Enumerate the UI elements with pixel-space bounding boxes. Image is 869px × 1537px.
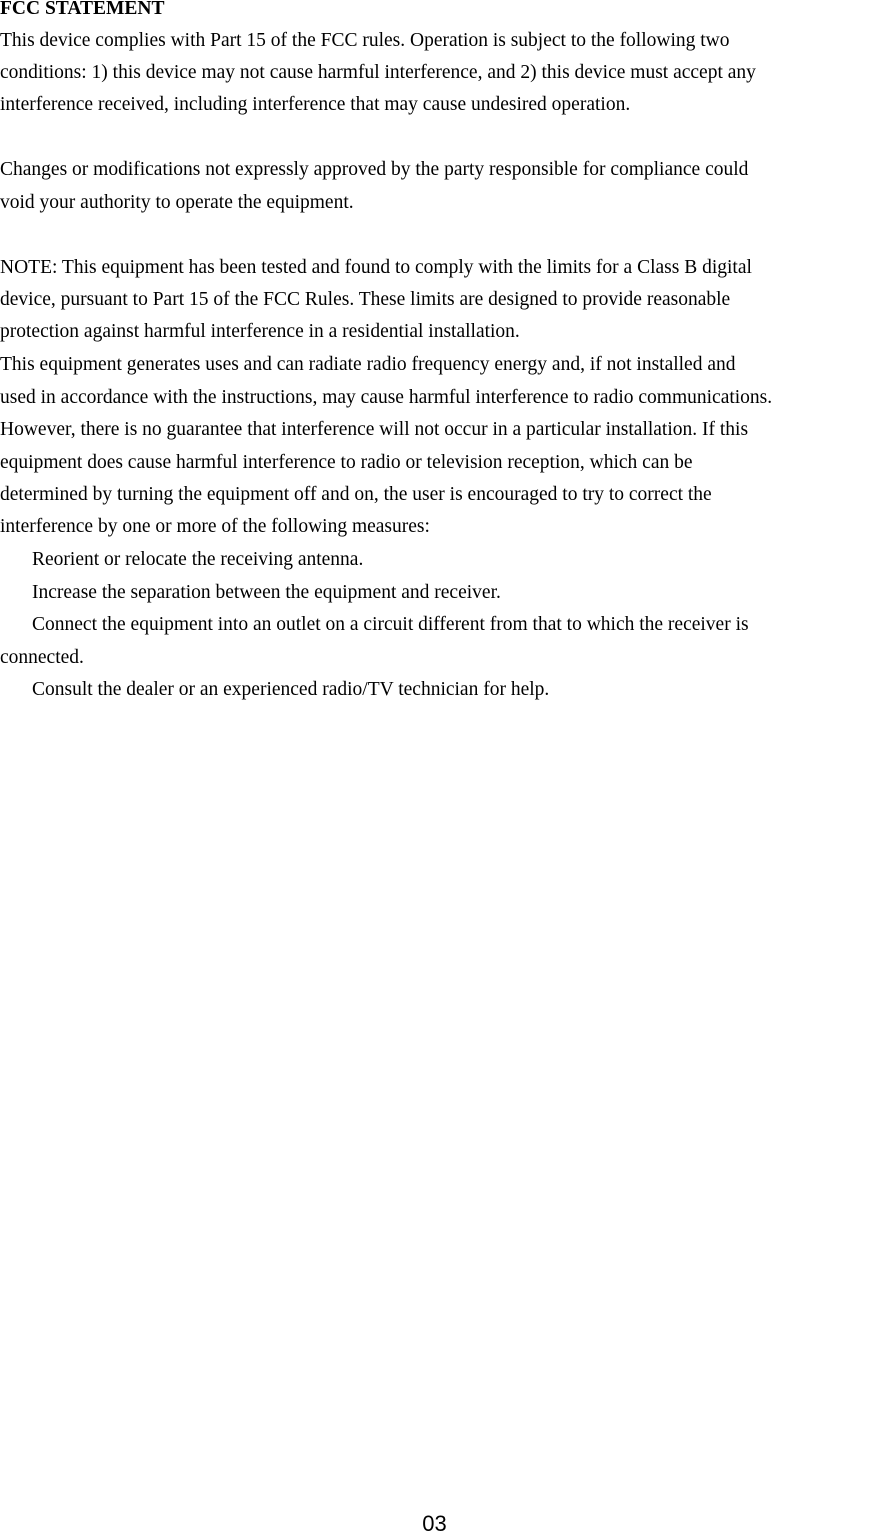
paragraph-2-line-1: Changes or modifications not expressly approved by the party responsible for compliance could: [0, 159, 749, 180]
paragraph-1-line-1: This device complies with Part 15 of the FCC rules. Operation is subject to the following two: [0, 30, 730, 51]
measure-item-1: Reorient or relocate the receiving antenna.: [32, 549, 364, 570]
paragraph-3-line-9: interference by one or more of the following measures:: [0, 516, 430, 537]
paragraph-3-line-7: equipment does cause harmful interference to radio or television reception, which can be: [0, 452, 693, 473]
paragraph-2-line-2: void your authority to operate the equipment.: [0, 192, 354, 213]
page-number: 03: [422, 1511, 447, 1536]
paragraph-1-line-3: interference received, including interference that may cause undesired operation.: [0, 94, 631, 115]
measure-item-3-continued: connected.: [0, 647, 84, 668]
paragraph-3-line-3: protection against harmful interference in a residential installation.: [0, 321, 520, 342]
paragraph-3-line-5: used in accordance with the instructions, may cause harmful interference to radio communications.: [0, 387, 773, 408]
measure-item-4: Consult the dealer or an experienced radio/TV technician for help.: [32, 679, 550, 700]
document-title: FCC STATEMENT: [0, 0, 165, 19]
paragraph-3-line-4: This equipment generates uses and can radiate radio frequency energy and, if not installed and: [0, 354, 736, 375]
paragraph-3-line-2: device, pursuant to Part 15 of the FCC Rules. These limits are designed to provide reasonable: [0, 289, 731, 310]
paragraph-3-line-1: NOTE: This equipment has been tested and found to comply with the limits for a Class B digital: [0, 257, 752, 278]
paragraph-1-line-2: conditions: 1) this device may not cause harmful interference, and 2) this device must accept any: [0, 62, 756, 83]
paragraph-3-line-8: determined by turning the equipment off and on, the user is encouraged to try to correct the: [0, 484, 712, 505]
paragraph-3-line-6: However, there is no guarantee that interference will not occur in a particular installation. If this: [0, 419, 749, 440]
measure-item-2: Increase the separation between the equipment and receiver.: [32, 582, 501, 603]
measure-item-3: Connect the equipment into an outlet on a circuit different from that to which the receiver is: [32, 614, 749, 635]
